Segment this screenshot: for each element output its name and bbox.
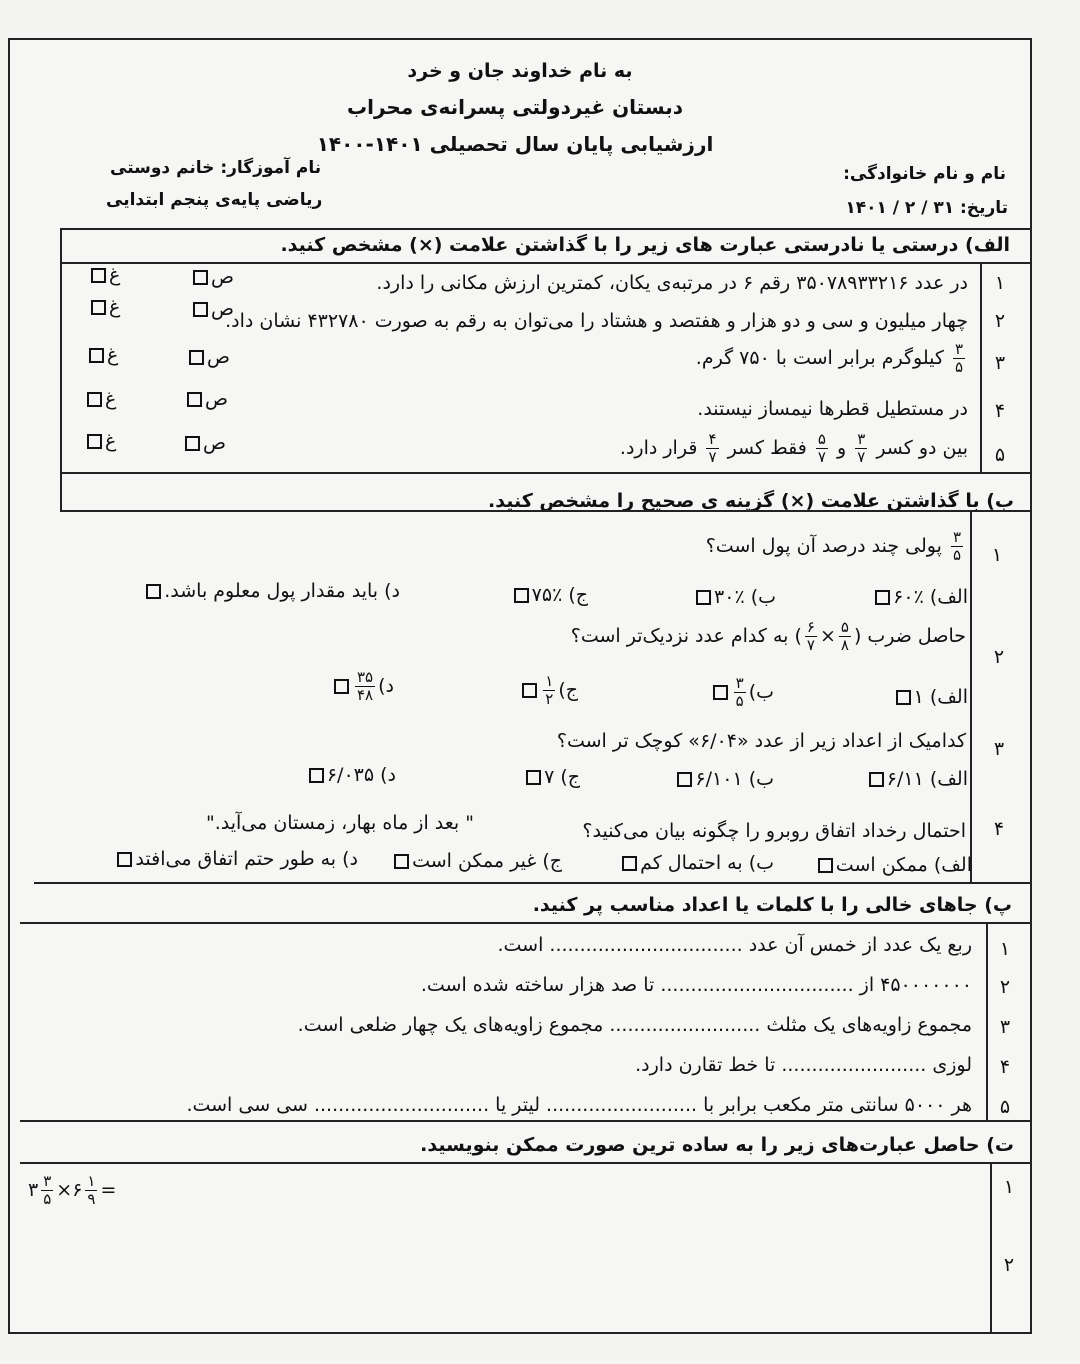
header-line1: به نام خداوند جان و خرد: [407, 60, 633, 82]
checkbox[interactable]: [526, 770, 541, 785]
fraction: $\frac{۱}{۲}$: [545, 672, 554, 708]
divider: [970, 510, 972, 882]
divider: [60, 262, 1030, 264]
option-a[interactable]: الف) ۱: [893, 686, 968, 708]
checkbox[interactable]: [185, 436, 200, 451]
true-option[interactable]: ص: [186, 346, 230, 368]
true-option[interactable]: ص: [182, 432, 226, 454]
question-number: ۵: [994, 444, 1006, 466]
fraction: $\frac{۳۵}{۴۸}$: [357, 668, 374, 704]
school-name: دبستان غیردولتی پسرانه‌ی محراب: [347, 95, 683, 119]
checkbox[interactable]: [334, 679, 349, 694]
question-number: ۱: [994, 272, 1006, 294]
false-option[interactable]: غ: [88, 296, 120, 318]
false-option[interactable]: غ: [86, 344, 118, 366]
question-number: ۴: [994, 400, 1006, 422]
option-b[interactable]: ب) ٪۳۰: [693, 586, 776, 608]
question-text: حاصل ضرب ( $\frac{۵}{۸}$ × $\frac{۶}{۷}$ ) به کدام عدد نزدیک‌تر است؟: [570, 618, 966, 654]
checkbox[interactable]: [89, 348, 104, 363]
checkbox[interactable]: [91, 300, 106, 315]
option-b[interactable]: ب) ۶/۱۰۱: [674, 768, 774, 790]
option-b[interactable]: ب) به احتمال کم: [619, 852, 774, 874]
checkbox[interactable]: [522, 683, 537, 698]
option-b[interactable]: ب) $\frac{۳}{۵}$: [710, 676, 774, 709]
option-c[interactable]: ج) ٪۷۵: [511, 584, 588, 606]
option-d[interactable]: د) ۶/۰۳۵: [306, 764, 396, 786]
question-quote: " بعد از ماه بهار، زمستان می‌آید.": [205, 812, 474, 834]
true-option[interactable]: ص: [190, 266, 234, 288]
checkbox[interactable]: [869, 772, 884, 787]
question-text: در عدد ۳۵۰۷۸۹۳۳۲۱۶ رقم ۶ در مرتبه‌ی یکان، کمترین ارزش مکانی را دارد.: [376, 272, 968, 294]
divider: [60, 510, 1030, 512]
checkbox[interactable]: [394, 854, 409, 869]
fraction: $\frac{۴}{۷}$: [708, 430, 717, 466]
fraction: $\frac{۳}{۵}$: [43, 1172, 52, 1208]
option-d[interactable]: د) $\frac{۳۵}{۴۸}$: [331, 670, 394, 703]
fraction: $\frac{۳}{۵}$: [954, 340, 963, 376]
question-text: مجموع زاویه‌های یک مثلث ......................... مجموع زاویه‌های یک چهار ضلعی است.: [297, 1014, 972, 1036]
checkbox[interactable]: [193, 302, 208, 317]
checkbox[interactable]: [146, 584, 161, 599]
section-a-title: الف) درستی یا نادرستی عبارت های زیر را با گذاشتن علامت (×) مشخص کنید.: [280, 234, 1010, 256]
checkbox[interactable]: [189, 350, 204, 365]
question-number: ۵: [999, 1096, 1011, 1118]
option-d[interactable]: د) باید مقدار پول معلوم باشد.: [143, 580, 400, 602]
option-c[interactable]: ج) غیر ممکن است: [391, 850, 562, 872]
question-number: ۱: [1003, 1176, 1015, 1198]
true-option[interactable]: ص: [184, 388, 228, 410]
false-option[interactable]: غ: [84, 388, 116, 410]
checkbox[interactable]: [187, 392, 202, 407]
divider: [986, 922, 988, 1120]
checkbox[interactable]: [309, 768, 324, 783]
question-text: $\frac{۳}{۵}$ پولی چند درصد آن پول است؟: [705, 528, 961, 564]
option-a[interactable]: الف) ۶/۱۱: [866, 768, 968, 790]
checkbox[interactable]: [677, 772, 692, 787]
subject: ریاضی پایه‌ی پنجم ابتدایی: [106, 190, 323, 210]
option-a[interactable]: الف) ممکن است: [815, 854, 972, 876]
question-number: ۲: [994, 310, 1006, 332]
checkbox[interactable]: [896, 690, 911, 705]
checkbox[interactable]: [818, 858, 833, 873]
divider: [990, 1162, 992, 1334]
question-number: ۳: [994, 352, 1006, 374]
fraction: $\frac{۳}{۵}$: [735, 674, 744, 710]
divider: [20, 922, 1030, 924]
question-text: بین دو کسر $\frac{۳}{۷}$ و $\frac{۵}{۷}$ فقط کسر $\frac{۴}{۷}$ قرار دارد.: [619, 430, 968, 466]
checkbox[interactable]: [875, 590, 890, 605]
question-number: ۴: [999, 1056, 1011, 1078]
divider: [60, 228, 62, 510]
checkbox[interactable]: [514, 588, 529, 603]
question-number: ۴: [993, 818, 1005, 840]
option-c[interactable]: ج) $\frac{۱}{۲}$: [519, 674, 578, 707]
divider: [60, 472, 1030, 474]
checkbox[interactable]: [117, 852, 132, 867]
section-b-title: ب) با گذاشتن علامت (×) گزینه ی صحیح را مشخص کنید.: [488, 490, 1014, 512]
expression: ۳ $\frac{۳}{۵}$ ×۶ $\frac{۱}{۹}$ =: [28, 1172, 117, 1208]
divider: [980, 262, 982, 472]
divider: [20, 1162, 1030, 1164]
false-option[interactable]: غ: [84, 430, 116, 452]
question-number: ۲: [993, 646, 1005, 668]
question-text: احتمال رخداد اتفاق روبرو را چگونه بیان می‌کنید؟: [582, 820, 966, 842]
question-number: ۲: [999, 976, 1011, 998]
question-text: چهار میلیون و سی و دو هزار و هفتصد و هشتاد را می‌توان به رقم به صورت ۴۳۲۷۸۰ نشان داد.: [225, 310, 968, 332]
checkbox[interactable]: [622, 856, 637, 871]
option-c[interactable]: ج) ۷: [523, 766, 580, 788]
question-text: در مستطیل قطرها نیمساز نیستند.: [697, 398, 968, 420]
divider: [34, 882, 1030, 884]
fraction: $\frac{۳}{۵}$: [952, 528, 961, 564]
student-name-label: نام و نام خانوادگی:: [843, 164, 1006, 184]
checkbox[interactable]: [91, 268, 106, 283]
checkbox[interactable]: [87, 392, 102, 407]
divider: [20, 1120, 1030, 1122]
checkbox[interactable]: [193, 270, 208, 285]
exam-date: تاریخ: ۳۱ / ۲ / ۱۴۰۱: [845, 198, 1008, 218]
true-option[interactable]: ص: [190, 298, 234, 320]
question-text: ۴۵۰۰۰۰۰۰۰ از ................................ تا صد هزار ساخته شده است.: [420, 974, 972, 996]
checkbox[interactable]: [87, 434, 102, 449]
question-number: ۳: [993, 738, 1005, 760]
checkbox[interactable]: [713, 685, 728, 700]
section-t-title: ت) حاصل عبارت‌های زیر را به ساده ترین صورت ممکن بنویسید.: [420, 1134, 1014, 1156]
teacher-name: نام آموزگار: خانم دوستی: [110, 158, 322, 178]
false-option[interactable]: غ: [88, 264, 120, 286]
checkbox[interactable]: [696, 590, 711, 605]
option-a[interactable]: الف) ٪۶۰: [872, 586, 968, 608]
exam-sheet: [8, 38, 1032, 1334]
question-number: ۱: [991, 544, 1003, 566]
question-text: کدامیک از اعداد زیر از عدد «۶/۰۴» کوچک تر است؟: [556, 730, 966, 752]
question-text: هر ۵۰۰۰ سانتی متر مکعب برابر با ......................... لیتر یا ............................. سی سی است.: [186, 1094, 972, 1116]
question-number: ۳: [999, 1016, 1011, 1038]
fraction: $\frac{۱}{۹}$: [87, 1172, 96, 1208]
question-number: ۱: [999, 938, 1011, 960]
question-text: $\frac{۳}{۵}$ کیلوگرم برابر است با ۷۵۰ گرم.: [695, 340, 963, 376]
fraction: $\frac{۶}{۷}$: [806, 618, 815, 654]
section-p-title: پ) جاهای خالی را با کلمات یا اعداد مناسب پر کنید.: [532, 894, 1012, 916]
question-text: ربع یک عدد از خمس آن عدد ................................ است.: [497, 934, 972, 956]
fraction: $\frac{۵}{۸}$: [840, 618, 849, 654]
question-number: ۲: [1003, 1254, 1015, 1276]
option-d[interactable]: د) به طور حتم اتفاق می‌افتد: [114, 848, 358, 870]
fraction: $\frac{۵}{۷}$: [817, 430, 826, 466]
question-text: لوزی ........................ تا خط تقارن دارد.: [635, 1054, 972, 1076]
exam-title: ارزشیابی پایان سال تحصیلی ۱۴۰۱-۱۴۰۰: [316, 132, 714, 156]
divider: [60, 228, 1030, 230]
fraction: $\frac{۳}{۷}$: [857, 430, 866, 466]
